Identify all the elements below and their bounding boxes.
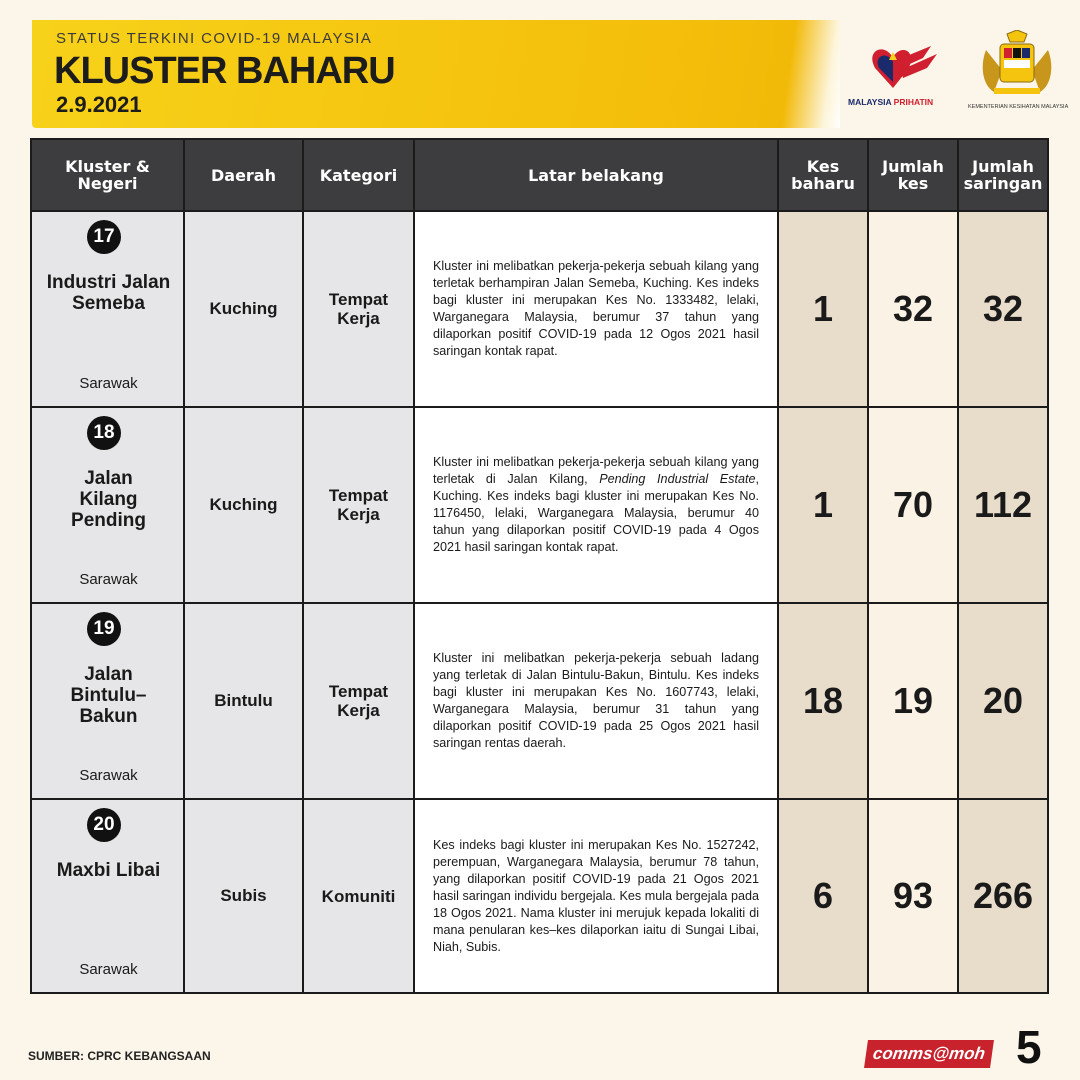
jumlah-kes-value: 19: [892, 680, 934, 721]
cluster-daerah: Subis: [220, 886, 267, 905]
col-header-kes-baharu: Kes baharu: [779, 140, 869, 210]
table-header-row: [32, 140, 1047, 210]
jumlah-kes-value: 93: [892, 875, 934, 916]
jumlah-kes-value: 32: [892, 288, 934, 329]
kes-baharu-value: 6: [812, 875, 834, 916]
col-header-kategori: Kategori: [304, 140, 415, 210]
source-note: SUMBER: CPRC KEBANGSAAN: [28, 1049, 211, 1063]
cluster-background: Kluster ini melibatkan pekerja-pekerja sebuah ladang yang terletak di Jalan Bintulu-Bakun, Bintulu. Kes indeks bagi kluster ini merupakan Kes No. 1607743, lelaki, Warganegara Malaysia, berumur 31 tahun yang dilaporkan positif COVID-19 pada 25 Ogos 2021 hasil saringan rentas daerah.: [433, 651, 759, 750]
cluster-number-badge: 20: [87, 808, 121, 842]
cluster-state: Sarawak: [79, 375, 138, 392]
cluster-name: Jalan Bintulu–Bakun: [70, 664, 147, 727]
cluster-name: Industri Jalan Semeba: [46, 272, 171, 314]
jumlah-saringan-value: 20: [982, 680, 1024, 721]
header-date: 2.9.2021: [56, 92, 142, 117]
table-row: [32, 798, 1047, 992]
table-row: [32, 602, 1047, 798]
jumlah-saringan-value: 266: [972, 875, 1034, 916]
cluster-state: Sarawak: [79, 571, 138, 588]
cluster-state: Sarawak: [79, 961, 138, 978]
jumlah-kes-value: 70: [892, 484, 934, 525]
page-number: 5: [1016, 1021, 1042, 1073]
kes-baharu-value: 1: [812, 288, 834, 329]
cluster-name: Maxbi Libai: [56, 860, 161, 881]
table-row: [32, 406, 1047, 602]
kkm-crest-logo: [972, 30, 1062, 100]
cluster-background: Kluster ini melibatkan pekerja-pekerja sebuah kilang yang terletak di Jalan Kilang, Pending Industrial Estate, Kuching. Kes indeks bagi kluster ini merupakan Kes No. 1176450, lelaki, Warganegara Malaysia, berumur 40 tahun yang dilaporkan positif COVID-19 pada 4 Ogos 2021 hasil saringan kontak rapat.: [433, 455, 759, 554]
cluster-kategori: Komuniti: [321, 886, 396, 906]
cluster-daerah: Kuching: [209, 299, 278, 318]
page-title: KLUSTER BAHARU: [54, 50, 395, 92]
header-banner: [32, 20, 840, 128]
kes-baharu-value: 18: [802, 680, 844, 721]
comms-moh-badge: comms@moh: [864, 1040, 994, 1068]
cluster-background: Kes indeks bagi kluster ini merupakan Kes No. 1527242, perempuan, Warganegara Malaysia, berumur 78 tahun, yang dilaporkan positif COVID-19 pada 21 Ogos 2021 hasil saringan individu bergejala. Kes mula bergejala pada 18 Ogos 2021. Nama kluster ini merujuk kepada lokaliti di mana penularan kes–kes dilaporkan iaitu di Sungai Libai, Niah, Subis.: [433, 837, 759, 954]
kes-baharu-value: 1: [812, 484, 834, 525]
header-subtitle: STATUS TERKINI COVID-19 MALAYSIA: [56, 30, 373, 47]
cluster-kategori: Tempat Kerja: [328, 290, 389, 328]
cluster-number-badge: 18: [87, 416, 121, 450]
kkm-label: KEMENTERIAN KESIHATAN MALAYSIA: [968, 104, 1069, 110]
cluster-number-badge: 19: [87, 612, 121, 646]
jumlah-saringan-value: 32: [982, 288, 1024, 329]
jumlah-saringan-value: 112: [973, 484, 1033, 525]
cluster-background: Kluster ini melibatkan pekerja-pekerja sebuah kilang yang terletak berhampiran Jalan Semeba, Kuching. Kes indeks bagi kluster ini merupakan Kes No. 1333482, lelaki, Warganegara Malaysia, berumur 37 tahun yang dilaporkan positif COVID-19 pada 12 Ogos 2021 hasil saringan kontak rapat.: [433, 259, 759, 358]
cluster-daerah: Kuching: [209, 495, 278, 514]
cluster-table: [30, 138, 1049, 994]
col-header-jumlah-saringan: Jumlah saringan: [959, 140, 1047, 210]
col-header-latar: Latar belakang: [415, 140, 779, 210]
cluster-kategori: Tempat Kerja: [328, 682, 389, 720]
col-header-kluster: Kluster & Negeri: [32, 140, 185, 210]
col-header-jumlah-kes: Jumlah kes: [869, 140, 959, 210]
cluster-state: Sarawak: [79, 767, 138, 784]
malaysia-prihatin-label: MALAYSIA PRIHATIN: [848, 97, 934, 107]
table-row: [32, 210, 1047, 406]
cluster-daerah: Bintulu: [214, 691, 273, 710]
cluster-number-badge: 17: [87, 220, 121, 254]
col-header-daerah: Daerah: [185, 140, 304, 210]
cluster-kategori: Tempat Kerja: [328, 486, 389, 524]
cluster-name: Jalan Kilang Pending: [71, 468, 146, 531]
